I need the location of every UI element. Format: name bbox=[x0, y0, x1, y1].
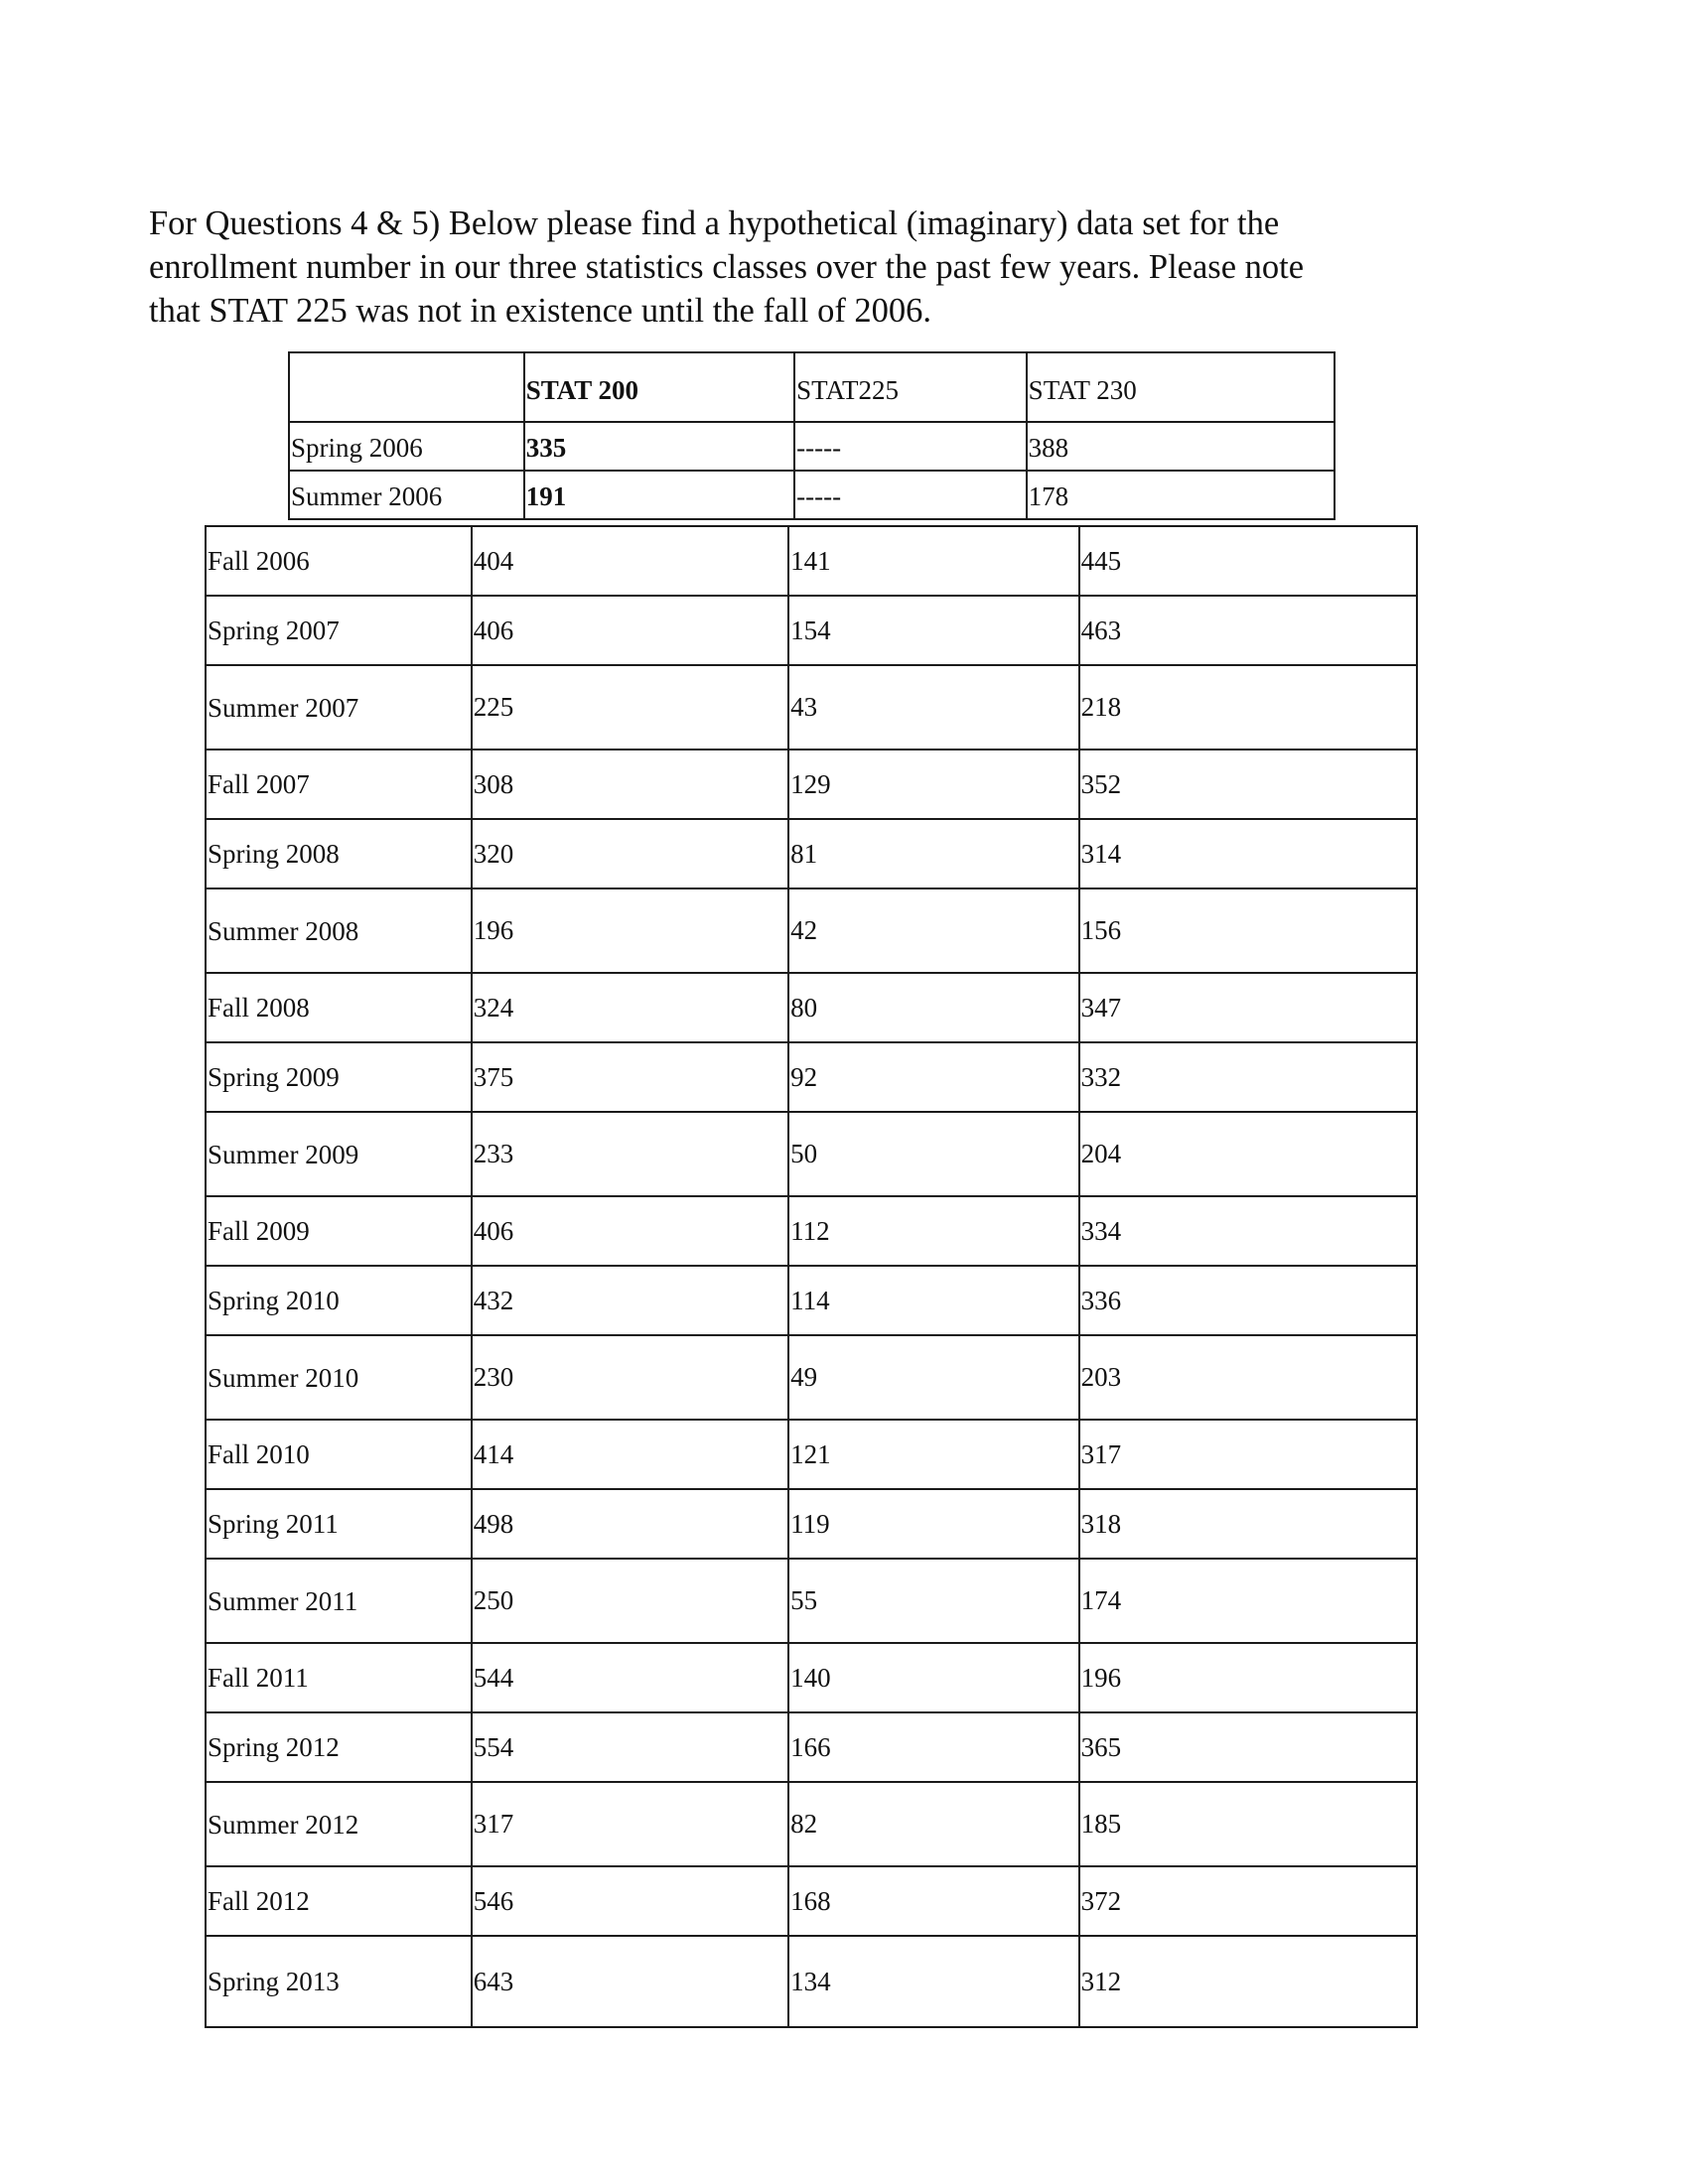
stat230-cell: 352 bbox=[1079, 750, 1417, 819]
stat230-cell: 314 bbox=[1079, 819, 1417, 888]
stat225-cell: 82 bbox=[788, 1782, 1078, 1866]
term-cell: Fall 2010 bbox=[206, 1420, 472, 1489]
enrollment-table-2006 bbox=[288, 351, 1336, 520]
table-row bbox=[206, 1489, 1417, 1559]
stat225-cell: 134 bbox=[788, 1936, 1078, 2027]
stat230-cell: 336 bbox=[1079, 1266, 1417, 1335]
stat225-cell: 50 bbox=[788, 1112, 1078, 1196]
stat200-cell: 546 bbox=[472, 1866, 788, 1936]
stat225-cell: ----- bbox=[794, 422, 1027, 471]
stat230-cell: 334 bbox=[1079, 1196, 1417, 1266]
term-cell: Fall 2006 bbox=[206, 526, 472, 596]
stat230-cell: 218 bbox=[1079, 665, 1417, 750]
table-row bbox=[206, 596, 1417, 665]
term-cell: Summer 2008 bbox=[206, 888, 472, 973]
stat225-cell: 80 bbox=[788, 973, 1078, 1042]
stat200-cell: 406 bbox=[472, 596, 788, 665]
stat230-cell: 178 bbox=[1027, 471, 1335, 519]
table-row bbox=[206, 819, 1417, 888]
table-row bbox=[206, 1335, 1417, 1420]
stat200-cell: 225 bbox=[472, 665, 788, 750]
table-header-row bbox=[289, 352, 1335, 422]
stat200-cell: 308 bbox=[472, 750, 788, 819]
stat225-cell: 43 bbox=[788, 665, 1078, 750]
stat225-cell: 154 bbox=[788, 596, 1078, 665]
stat200-cell: 406 bbox=[472, 1196, 788, 1266]
header-cell-stat230: STAT 230 bbox=[1027, 352, 1335, 422]
stat200-cell: 250 bbox=[472, 1559, 788, 1643]
stat230-cell: 317 bbox=[1079, 1420, 1417, 1489]
table-row bbox=[206, 1559, 1417, 1643]
term-cell: Summer 2012 bbox=[206, 1782, 472, 1866]
stat200-cell: 498 bbox=[472, 1489, 788, 1559]
term-cell: Spring 2011 bbox=[206, 1489, 472, 1559]
table-row bbox=[206, 1196, 1417, 1266]
table-row bbox=[289, 471, 1335, 519]
stat230-cell: 174 bbox=[1079, 1559, 1417, 1643]
table-row bbox=[206, 1866, 1417, 1936]
stat200-cell: 324 bbox=[472, 973, 788, 1042]
term-cell: Fall 2009 bbox=[206, 1196, 472, 1266]
intro-line: For Questions 4 & 5) Below please find a hypothetical (imaginary) data set for the bbox=[149, 205, 1280, 242]
stat230-cell: 332 bbox=[1079, 1042, 1417, 1112]
stat200-cell: 320 bbox=[472, 819, 788, 888]
term-cell: Spring 2010 bbox=[206, 1266, 472, 1335]
term-cell: Spring 2009 bbox=[206, 1042, 472, 1112]
stat200-cell: 196 bbox=[472, 888, 788, 973]
intro-paragraph bbox=[149, 202, 1440, 333]
stat225-cell: 119 bbox=[788, 1489, 1078, 1559]
stat200-cell: 643 bbox=[472, 1936, 788, 2027]
stat230-cell: 388 bbox=[1027, 422, 1335, 471]
table-row bbox=[206, 1936, 1417, 2027]
term-cell: Fall 2008 bbox=[206, 973, 472, 1042]
term-cell: Summer 2010 bbox=[206, 1335, 472, 1420]
table-row bbox=[206, 1042, 1417, 1112]
stat200-cell: 191 bbox=[524, 471, 794, 519]
stat230-cell: 318 bbox=[1079, 1489, 1417, 1559]
stat230-cell: 185 bbox=[1079, 1782, 1417, 1866]
term-cell: Spring 2008 bbox=[206, 819, 472, 888]
term-cell: Spring 2007 bbox=[206, 596, 472, 665]
term-cell: Fall 2007 bbox=[206, 750, 472, 819]
term-cell: Summer 2009 bbox=[206, 1112, 472, 1196]
stat200-cell: 554 bbox=[472, 1712, 788, 1782]
term-cell: Spring 2006 bbox=[289, 422, 524, 471]
stat200-cell: 375 bbox=[472, 1042, 788, 1112]
table-row bbox=[206, 1266, 1417, 1335]
stat225-cell: 112 bbox=[788, 1196, 1078, 1266]
term-cell: Fall 2012 bbox=[206, 1866, 472, 1936]
stat230-cell: 463 bbox=[1079, 596, 1417, 665]
term-cell: Spring 2012 bbox=[206, 1712, 472, 1782]
intro-line: that STAT 225 was not in existence until the fall of 2006. bbox=[149, 292, 932, 330]
stat200-cell: 233 bbox=[472, 1112, 788, 1196]
stat225-cell: 49 bbox=[788, 1335, 1078, 1420]
table-row bbox=[206, 1782, 1417, 1866]
stat230-cell: 196 bbox=[1079, 1643, 1417, 1712]
table-row bbox=[206, 1112, 1417, 1196]
stat200-cell: 335 bbox=[524, 422, 794, 471]
main-table-body bbox=[206, 526, 1417, 2027]
stat230-cell: 347 bbox=[1079, 973, 1417, 1042]
stat225-cell: 166 bbox=[788, 1712, 1078, 1782]
term-cell: Summer 2011 bbox=[206, 1559, 472, 1643]
stat225-cell: ----- bbox=[794, 471, 1027, 519]
stat200-cell: 544 bbox=[472, 1643, 788, 1712]
term-cell: Spring 2013 bbox=[206, 1936, 472, 2027]
stat200-cell: 230 bbox=[472, 1335, 788, 1420]
enrollment-table-main bbox=[205, 525, 1418, 2028]
stat200-cell: 432 bbox=[472, 1266, 788, 1335]
term-cell: Fall 2011 bbox=[206, 1643, 472, 1712]
stat225-cell: 55 bbox=[788, 1559, 1078, 1643]
stat230-cell: 312 bbox=[1079, 1936, 1417, 2027]
table-row bbox=[206, 973, 1417, 1042]
table-row bbox=[206, 526, 1417, 596]
stat225-cell: 141 bbox=[788, 526, 1078, 596]
stat230-cell: 156 bbox=[1079, 888, 1417, 973]
stat225-cell: 92 bbox=[788, 1042, 1078, 1112]
term-cell: Summer 2007 bbox=[206, 665, 472, 750]
term-cell: Summer 2006 bbox=[289, 471, 524, 519]
stat225-cell: 121 bbox=[788, 1420, 1078, 1489]
table-row bbox=[206, 665, 1417, 750]
stat230-cell: 445 bbox=[1079, 526, 1417, 596]
table-row bbox=[206, 1420, 1417, 1489]
header-cell-empty bbox=[289, 352, 524, 422]
header-cell-stat225: STAT225 bbox=[794, 352, 1027, 422]
stat225-cell: 81 bbox=[788, 819, 1078, 888]
stat225-cell: 114 bbox=[788, 1266, 1078, 1335]
stat225-cell: 42 bbox=[788, 888, 1078, 973]
stat225-cell: 129 bbox=[788, 750, 1078, 819]
stat200-cell: 414 bbox=[472, 1420, 788, 1489]
table-row bbox=[289, 422, 1335, 471]
stat230-cell: 203 bbox=[1079, 1335, 1417, 1420]
header-cell-stat200: STAT 200 bbox=[524, 352, 794, 422]
table-row bbox=[206, 1643, 1417, 1712]
stat225-cell: 168 bbox=[788, 1866, 1078, 1936]
stat225-cell: 140 bbox=[788, 1643, 1078, 1712]
stat230-cell: 365 bbox=[1079, 1712, 1417, 1782]
table-row bbox=[206, 1712, 1417, 1782]
table-row bbox=[206, 750, 1417, 819]
table-row bbox=[206, 888, 1417, 973]
intro-line: enrollment number in our three statistics classes over the past few years. Please note bbox=[149, 248, 1305, 286]
stat230-cell: 204 bbox=[1079, 1112, 1417, 1196]
stat200-cell: 317 bbox=[472, 1782, 788, 1866]
stat200-cell: 404 bbox=[472, 526, 788, 596]
stat230-cell: 372 bbox=[1079, 1866, 1417, 1936]
